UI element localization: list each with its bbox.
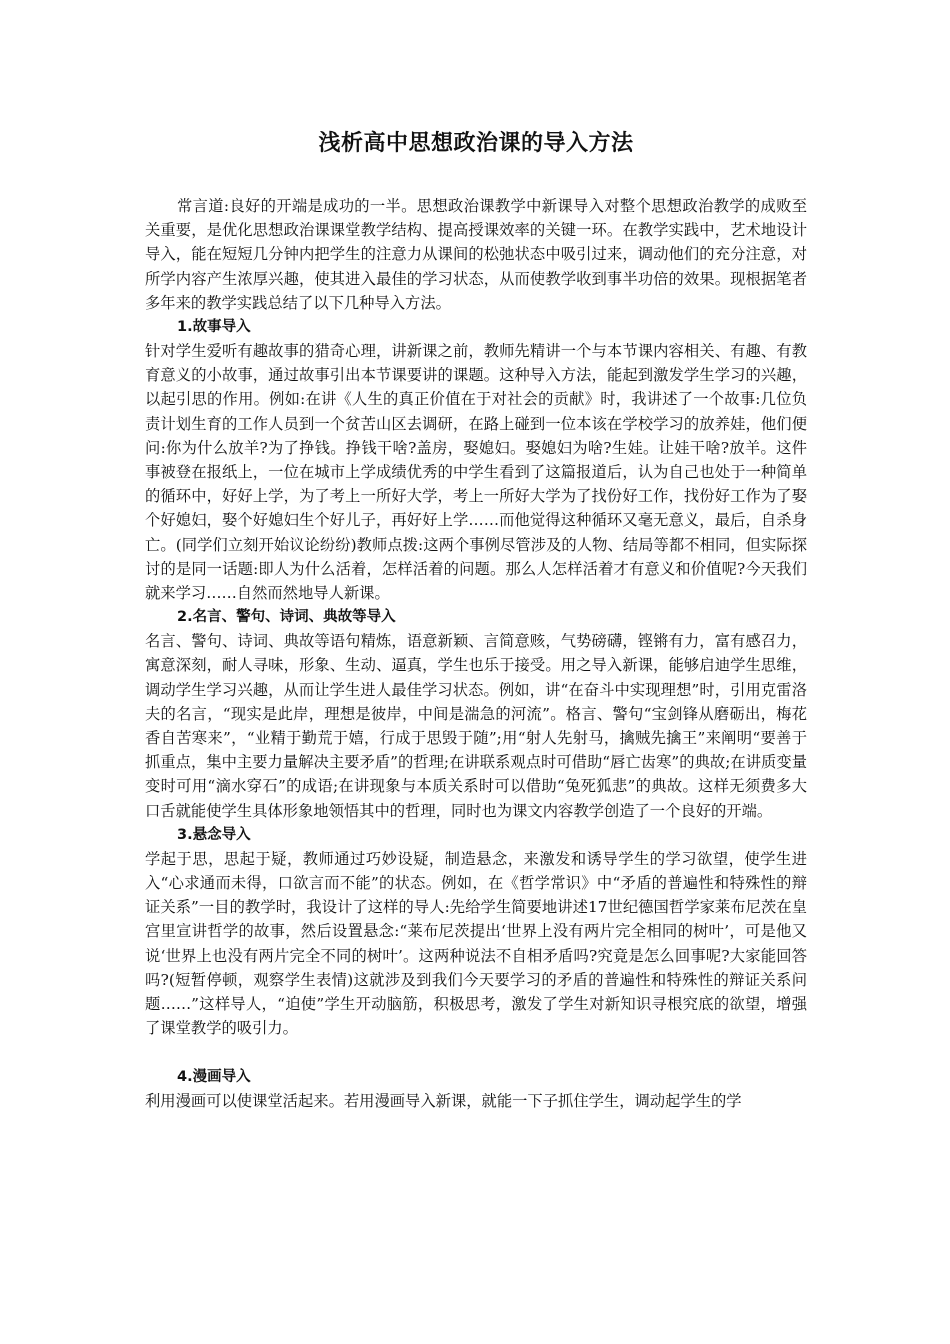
paragraph-spacer bbox=[145, 1041, 807, 1065]
section-heading-quotes: 2.名言、警句、诗词、典故等导入 bbox=[177, 609, 396, 626]
section-heading-suspense: 3.悬念导入 bbox=[177, 826, 251, 843]
document-title: 浅析高中思想政治课的导入方法 bbox=[318, 131, 634, 156]
section-heading-cartoon: 4.漫画导入 bbox=[177, 1068, 251, 1085]
section-body-story: 针对学生爱听有趣故事的猎奇心理，讲新课之前，教师先精讲一个与本节课内容相关、有趣、有教育意义的小故事，通过故事引出本节课要讲的课题。这种导入方法，能起到激发学生学习的兴趣，以起引思的作用。例如:在讲《人生的真正价值在于对社会的贡献》时，我讲述了一个故事:几位负责计划生育的工作人员到一个贫苦山区去调研，在路上碰到一位本该在学校学习的放养娃，他们便问:你为什么放羊?为了挣钱。挣钱干啥?盖房，娶媳妇。娶媳妇为啥?生娃。让娃干啥?放羊。这件事被登在报纸上，一位在城市上学成绩优秀的中学生看到了这篇报道后，认为自己也处于一种简单的循环中，好好上学，为了考上一所好大学，考上一所好大学为了找份好工作，找份好工作为了娶个好媳妇，娶个好媳妇生个好儿子，再好好上学……而他觉得这种循环又毫无意义，最后，自杀身亡。(同学们立刻开始议论纷纷)教师点拨:这两个事例尽管涉及的人物、结局等都不相同，但实际探讨的是同一话题:即人为什么活着，怎样活着的问题。那么人怎样活着才有意义和价值呢?今天我们就来学习……自然而然地导人新课。 bbox=[145, 342, 807, 603]
section-heading-story: 1.故事导入 bbox=[177, 319, 251, 336]
intro-paragraph: 常言道:良好的开端是成功的一半。思想政治课教学中新课导入对整个思想政治教学的成败至关重要，是优化思想政治课课堂教学结构、提高授课效率的关键一环。在教学实践中，艺术地设计导入，能在短短几分钟内把学生的注意力从课间的松弛状态中吸引过来，调动他们的充分注意，对所学内容产生浓厚兴趣，使其进入最佳的学习状态，从而使教学收到事半功倍的效果。现根据笔者多年来的教学实践总结了以下几种导入方法。 bbox=[145, 197, 807, 312]
section-body-quotes: 名言、警句、诗词、典故等语句精炼，语意新颖、言简意赅，气势磅礴，铿锵有力，富有感召力，寓意深刻，耐人寻味，形象、生动、逼真，学生也乐于接受。用之导入新课，能够启迪学生思维，调动学生学习兴趣，从而让学生进人最佳学习状态。例如，讲“在奋斗中实现理想”时，引用克雷洛夫的名言，“现实是此岸，理想是彼岸，中间是湍急的河流”。格言、警句“宝剑锋从磨砺出，梅花香自苦寒来”，“业精于勤荒于嬉，行成于思毁于随”;用“射人先射马，擒贼先擒王”来阐明“要善于抓重点，集中主要力量解决主要矛盾”的哲理;在讲联系观点时可借助“唇亡齿寒”的典故;在讲质变量变时可用“滴水穿石”的成语;在讲现象与本质关系时可以借助“兔死狐悲”的典故。这样无须费多大口舌就能使学生具体形象地领悟其中的哲理，同时也为课文内容教学创造了一个良好的开端。 bbox=[145, 632, 807, 820]
section-body-cartoon: 利用漫画可以使课堂活起来。若用漫画导入新课，就能一下子抓住学生，调动起学生的学 bbox=[145, 1091, 742, 1110]
document-page bbox=[145, 128, 807, 1113]
section-body-suspense: 学起于思，思起于疑，教师通过巧妙设疑，制造悬念，来激发和诱导学生的学习欲望，使学生进入“心求通而未得，口欲言而不能”的状态。例如，在《哲学常识》中“矛盾的普遍性和特殊性的辩证关系”一目的教学时，我设计了这样的导人:先给学生简要地讲述17世纪德国哲学家莱布尼茨在皇宫里宣讲哲学的故事，然后设置悬念:“莱布尼茨提出‘世界上没有两片完全相同的树叶’，可是他又说‘世界上也没有两片完全不同的树叶’。这两种说法不自相矛盾吗?究竟是怎么回事呢?大家能回答吗?(短暂停顿，观察学生表情)这就涉及到我们今天要学习的矛盾的普遍性和特殊性的辩证关系问题……”这样导人，“迫使”学生开动脑筋，积极思考，激发了学生对新知识寻根究底的欲望，增强了课堂教学的吸引力。 bbox=[145, 849, 807, 1038]
